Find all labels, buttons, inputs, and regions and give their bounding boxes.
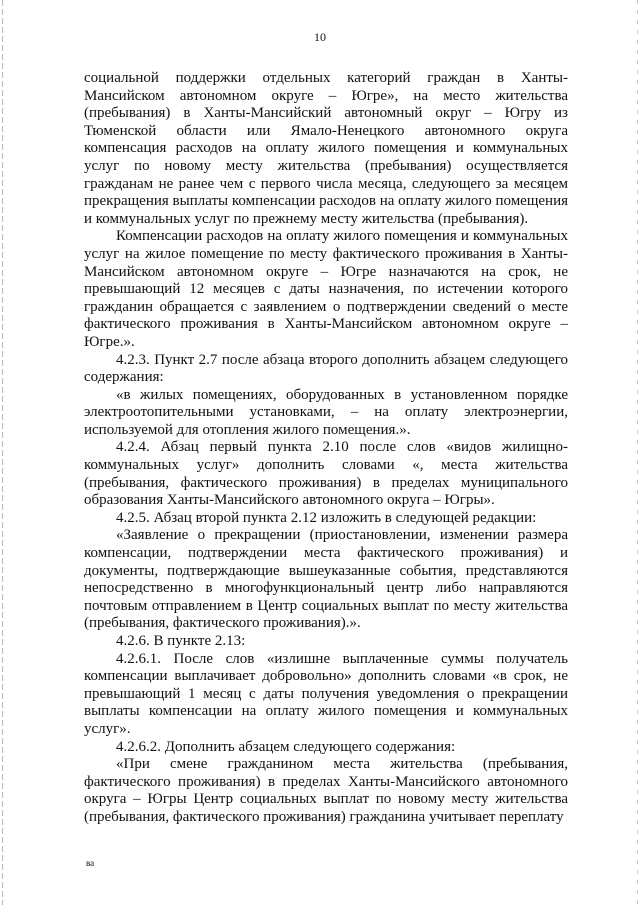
- paragraph-quote-relocation: «При смене гражданином места жительства (пребывания, фактического проживания) в пределах Ханты-Мансийского автономного округа – Югры Центр социальных выплат по новому месту жительства (пребывания, фактического проживания) гражданина учитывает переплату: [84, 756, 568, 825]
- paragraph-4-2-3: 4.2.3. Пункт 2.7 после абзаца второго дополнить абзацем следующего содержания:: [84, 351, 568, 386]
- paragraph-4-2-6-1: 4.2.6.1. После слов «излишне выплаченные суммы получатель компенсации выплачивает добровольно» дополнить словами «в срок, не превышающий 1 месяц с даты получения уведомления о прекращении выплаты компенсации на оплату жилого помещения и коммунальных услуг».: [84, 650, 568, 737]
- paragraph-4-2-6-2: 4.2.6.2. Дополнить абзацем следующего содержания:: [116, 738, 456, 755]
- footer-mark: ва: [86, 858, 95, 868]
- scan-right-edge: [637, 0, 638, 905]
- paragraph-quote-application: «Заявление о прекращении (приостановлении, изменении размера компенсации, подтверждении места фактического проживания) и документы, подтверждающие вышеуказанные события, представляются непосредственно в многофункциональный центр либо направляются почтовым отправлением в Центр социальных выплат по месту жительства (пребывания, фактического проживания).».: [84, 527, 568, 632]
- document-body: [84, 70, 568, 827]
- paragraph-4-2-6: 4.2.6. В пункте 2.13:: [116, 633, 246, 649]
- scan-left-edge: [2, 0, 3, 905]
- page-number: 10: [314, 30, 326, 44]
- paragraph-quote-electric-heating: «в жилых помещениях, оборудованных в установленном порядке электроотопительными установками, – на оплату электроэнергии, используемой для отопления жилого помещения.».: [84, 386, 568, 438]
- paragraph-compensation-term: Компенсации расходов на оплату жилого помещения и коммунальных услуг на жилое помещение по месту фактического проживания в Ханты-Мансийском автономном округе – Югре назначаются на срок, не превышающий 12 месяцев с даты назначения, по истечении которого гражданин обращается с заявлением о подтверждении сведений о месте фактического проживания в Ханты-Мансийском автономном округе – Югре.».: [84, 228, 568, 350]
- paragraph-continuation: социальной поддержки отдельных категорий граждан в Ханты-Мансийском автономном округе – Югре», на место жительства (пребывания) в Ханты-Мансийский автономный округ – Югру из Тюменской области или Ямало-Ненецкого автономного округа компенсация расходов на оплату жилого помещения и коммунальных услуг по новому месту жительства (пребывания) осуществляется гражданам не ранее чем с первого числа месяца, следующего за месяцем прекращения выплаты компенсации расходов на оплату жилого помещения и коммунальных услуг по прежнему месту жительства (пребывания).: [84, 70, 569, 227]
- paragraph-4-2-4: 4.2.4. Абзац первый пункта 2.10 после слов «видов жилищно-коммунальных услуг» дополнить словами «, места жительства (пребывания, фактического проживания) в пределах муниципального образования Ханты-Мансийского автономного округа – Югры».: [84, 439, 568, 509]
- paragraph-4-2-5: 4.2.5. Абзац второй пункта 2.12 изложить в следующей редакции:: [116, 509, 537, 526]
